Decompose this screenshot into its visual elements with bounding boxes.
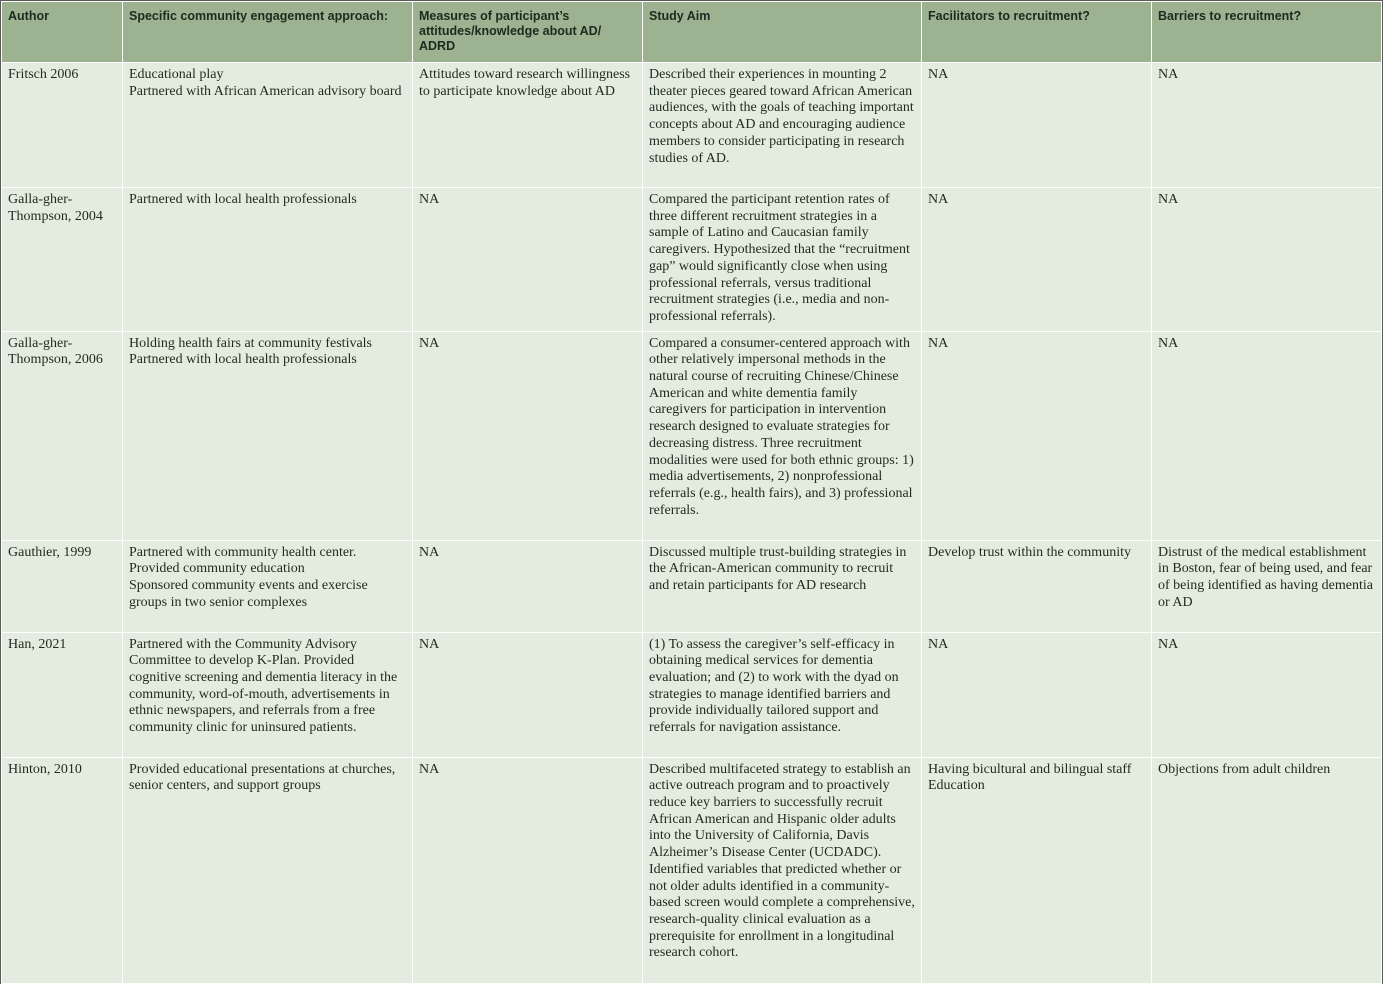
table-row xyxy=(2,188,1382,332)
cell-facilitators xyxy=(922,540,1152,632)
cell-study-aim: Discussed multiple trust-building strategies in the African-American community to recruit and retain participants for AD research xyxy=(643,540,922,632)
cell-author: Fritsch 2006 xyxy=(2,63,123,188)
cell-facilitators xyxy=(922,331,1152,540)
cell-approach xyxy=(123,540,413,632)
facilitator-line: NA xyxy=(928,67,949,82)
facilitator-line: NA xyxy=(928,192,949,207)
cell-barriers: Distrust of the medical establishment in Boston, fear of being used, and fear of being identified as having dementia or AD xyxy=(1152,540,1382,632)
table-row xyxy=(2,331,1382,540)
header-facilitators: Facilitators to recruitment? xyxy=(922,2,1152,63)
table-row xyxy=(2,63,1382,188)
cell-facilitators xyxy=(922,632,1152,757)
cell-study-aim: Compared the participant retention rates of three different recruitment strategies in a sample of Latino and Caucasian family caregivers. Hypothesized that the “recruitment gap” would significantly close when using professional referrals, versus traditional recruitment strategies (i.e., media and non-professional referrals). xyxy=(643,188,922,332)
approach-line: Partnered with community health center. xyxy=(129,544,357,560)
cell-author: Hinton, 2010 xyxy=(2,757,123,983)
cell-barriers: NA xyxy=(1152,632,1382,757)
cell-barriers: NA xyxy=(1152,188,1382,332)
facilitator-line: NA xyxy=(928,636,949,652)
cell-facilitators xyxy=(922,188,1152,332)
header-measures: Measures of participant’s attitudes/knowledge about AD/ ADRD xyxy=(413,2,643,63)
table-row xyxy=(2,757,1382,983)
header-barriers: Barriers to recruitment? xyxy=(1152,2,1382,63)
approach-line: Partnered with local health professionals xyxy=(129,192,357,207)
cell-facilitators xyxy=(922,63,1152,188)
header-study-aim: Study Aim xyxy=(643,2,922,63)
cell-measures: NA xyxy=(413,632,643,757)
facilitator-line: Develop trust within the community xyxy=(928,544,1131,560)
approach-line: Partnered with local health professionals xyxy=(129,352,357,368)
cell-author: Gauthier, 1999 xyxy=(2,540,123,632)
cell-measures: NA xyxy=(413,757,643,983)
cell-measures: NA xyxy=(413,540,643,632)
facilitator-line: Education xyxy=(928,778,985,794)
cell-barriers: NA xyxy=(1152,331,1382,540)
header-author: Author xyxy=(2,2,123,63)
approach-line: Educational play xyxy=(129,67,224,82)
approach-line: Provided educational presentations at churches, senior centers, and support groups xyxy=(129,761,396,794)
cell-measures: NA xyxy=(413,188,643,332)
cell-study-aim: Compared a consumer-centered approach with other relatively impersonal methods in the natural course of recruiting Chinese/Chinese American and white dementia family caregivers for participation in intervention research designed to evaluate strategies for decreasing distress. Three recruitment modalities were used for both ethnic groups: 1) media advertisements, 2) nonprofessional referrals (e.g., health fairs), and 3) professional referrals. xyxy=(643,331,922,540)
header-approach: Specific community engagement approach: xyxy=(123,2,413,63)
cell-approach xyxy=(123,632,413,757)
cell-author: Galla-gher-Thompson, 2006 xyxy=(2,331,123,540)
header-row xyxy=(2,2,1382,63)
approach-line: Holding health fairs at community festivals xyxy=(129,335,373,351)
studies-table xyxy=(1,1,1382,984)
approach-line: Sponsored community events and exercise groups in two senior complexes xyxy=(129,578,368,610)
facilitator-line: NA xyxy=(928,335,949,351)
cell-barriers: Objections from adult children xyxy=(1152,757,1382,983)
cell-author: Galla-gher-Thompson, 2004 xyxy=(2,188,123,332)
cell-approach xyxy=(123,757,413,983)
table-row xyxy=(2,632,1382,757)
cell-author: Han, 2021 xyxy=(2,632,123,757)
approach-line: Partnered with African American advisory board xyxy=(129,83,402,99)
table-row xyxy=(2,540,1382,632)
cell-measures: NA xyxy=(413,331,643,540)
cell-barriers: NA xyxy=(1152,63,1382,188)
approach-line: Provided community education xyxy=(129,561,305,577)
approach-line: Partnered with the Community Advisory Committee to develop K-Plan. Provided cognitive screening and dementia literacy in the community, word-of-mouth, advertisements in ethnic newspapers, and referrals from a free community clinic for uninsured patients. xyxy=(129,636,398,736)
cell-study-aim: (1) To assess the caregiver’s self-efficacy in obtaining medical services for dementia evaluation; and (2) to work with the dyad on strategies to manage identified barriers and provide individually tailored support and referrals for navigation assistance. xyxy=(643,632,922,757)
cell-approach xyxy=(123,331,413,540)
cell-measures: Attitudes toward research willingness to participate knowledge about AD xyxy=(413,63,643,188)
cell-approach xyxy=(123,188,413,332)
cell-study-aim: Described their experiences in mounting 2 theater pieces geared toward African American audiences, with the goals of teaching important concepts about AD and encouraging audience members to consider participating in research studies of AD. xyxy=(643,63,922,188)
cell-approach xyxy=(123,63,413,188)
cell-facilitators xyxy=(922,757,1152,983)
facilitator-line: Having bicultural and bilingual staff xyxy=(928,761,1132,777)
cell-study-aim: Described multifaceted strategy to establish an active outreach program and to proactively reduce key barriers to successfully recruit African American and Hispanic older adults into the University of California, Davis Alzheimer’s Disease Center (UCDADC). Identified variables that predicted whether or not older adults identified in a community-based screen would complete a comprehensive, research-quality clinical evaluation as a prerequisite for enrollment in a longitudinal research cohort. xyxy=(643,757,922,983)
